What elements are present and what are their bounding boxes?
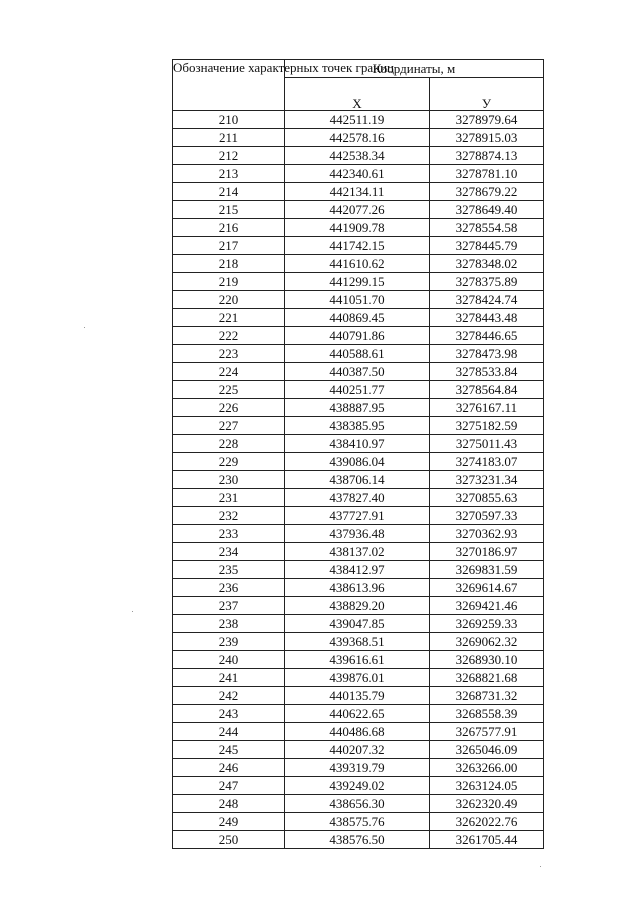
y-coordinate-cell: 3278979.64	[430, 111, 544, 129]
x-coordinate-cell: 440869.45	[285, 309, 430, 327]
table-row	[173, 597, 544, 615]
point-number-cell: 246	[173, 759, 285, 777]
point-number-cell: 240	[173, 651, 285, 669]
x-coordinate-cell: 439319.79	[285, 759, 430, 777]
table-row	[173, 687, 544, 705]
point-number-cell: 220	[173, 291, 285, 309]
table-row	[173, 705, 544, 723]
x-coordinate-cell: 438575.76	[285, 813, 430, 831]
x-coordinate-cell: 438576.50	[285, 831, 430, 849]
table-row	[173, 453, 544, 471]
table-row	[173, 795, 544, 813]
x-coordinate-cell: 441051.70	[285, 291, 430, 309]
x-coordinate-cell: 438410.97	[285, 435, 430, 453]
table-row	[173, 507, 544, 525]
y-coordinate-cell: 3278554.58	[430, 219, 544, 237]
x-coordinate-cell: 439249.02	[285, 777, 430, 795]
table-row	[173, 831, 544, 849]
y-coordinate-cell: 3278679.22	[430, 183, 544, 201]
x-column-header: X	[285, 78, 430, 111]
table-row	[173, 309, 544, 327]
x-coordinate-cell: 438613.96	[285, 579, 430, 597]
point-number-cell: 226	[173, 399, 285, 417]
point-number-cell: 212	[173, 147, 285, 165]
point-number-cell: 237	[173, 597, 285, 615]
table-row	[173, 165, 544, 183]
x-coordinate-cell: 441299.15	[285, 273, 430, 291]
table-row	[173, 651, 544, 669]
x-coordinate-cell: 440791.86	[285, 327, 430, 345]
scan-speck	[132, 611, 133, 612]
point-number-cell: 235	[173, 561, 285, 579]
y-coordinate-cell: 3269421.46	[430, 597, 544, 615]
y-coordinate-cell: 3275182.59	[430, 417, 544, 435]
point-number-cell: 243	[173, 705, 285, 723]
coordinates-header: Координаты, м	[285, 60, 544, 78]
x-coordinate-cell: 437827.40	[285, 489, 430, 507]
y-coordinate-cell: 3263124.05	[430, 777, 544, 795]
scan-speck	[84, 327, 85, 328]
y-coordinate-cell: 3270186.97	[430, 543, 544, 561]
y-coordinate-cell: 3278424.74	[430, 291, 544, 309]
table-row	[173, 579, 544, 597]
x-coordinate-cell: 439876.01	[285, 669, 430, 687]
x-coordinate-cell: 438385.95	[285, 417, 430, 435]
point-number-cell: 210	[173, 111, 285, 129]
point-number-cell: 218	[173, 255, 285, 273]
y-coordinate-cell: 3268731.32	[430, 687, 544, 705]
point-number-cell: 227	[173, 417, 285, 435]
y-coordinate-cell: 3269831.59	[430, 561, 544, 579]
point-number-cell: 225	[173, 381, 285, 399]
y-coordinate-cell: 3278473.98	[430, 345, 544, 363]
x-coordinate-cell: 438887.95	[285, 399, 430, 417]
y-coordinate-cell: 3262022.76	[430, 813, 544, 831]
x-coordinate-cell: 440486.68	[285, 723, 430, 741]
table-row	[173, 777, 544, 795]
y-coordinate-cell: 3268821.68	[430, 669, 544, 687]
table-row	[173, 291, 544, 309]
table-row	[173, 813, 544, 831]
table-row	[173, 489, 544, 507]
point-number-cell: 213	[173, 165, 285, 183]
x-coordinate-cell: 442538.34	[285, 147, 430, 165]
y-coordinate-cell: 3267577.91	[430, 723, 544, 741]
x-coordinate-cell: 440622.65	[285, 705, 430, 723]
x-coordinate-cell: 438706.14	[285, 471, 430, 489]
table-row	[173, 255, 544, 273]
table-body	[173, 111, 544, 849]
point-designation-header: Обозначение характерных точек границ	[173, 60, 285, 111]
x-coordinate-cell: 442077.26	[285, 201, 430, 219]
x-coordinate-cell: 437936.48	[285, 525, 430, 543]
point-number-cell: 222	[173, 327, 285, 345]
table-row	[173, 561, 544, 579]
y-coordinate-cell: 3270597.33	[430, 507, 544, 525]
x-coordinate-cell: 440387.50	[285, 363, 430, 381]
table-row	[173, 363, 544, 381]
x-coordinate-cell: 439086.04	[285, 453, 430, 471]
table-row	[173, 669, 544, 687]
table-row	[173, 417, 544, 435]
y-coordinate-cell: 3278915.03	[430, 129, 544, 147]
y-coordinate-cell: 3262320.49	[430, 795, 544, 813]
x-coordinate-cell: 441742.15	[285, 237, 430, 255]
point-number-cell: 216	[173, 219, 285, 237]
x-coordinate-cell: 438137.02	[285, 543, 430, 561]
point-number-cell: 223	[173, 345, 285, 363]
x-coordinate-cell: 438829.20	[285, 597, 430, 615]
coordinates-table	[172, 59, 544, 849]
table-row	[173, 633, 544, 651]
point-number-cell: 219	[173, 273, 285, 291]
table-row	[173, 219, 544, 237]
point-number-cell: 221	[173, 309, 285, 327]
table-row	[173, 471, 544, 489]
table-row	[173, 237, 544, 255]
x-coordinate-cell: 440207.32	[285, 741, 430, 759]
point-number-cell: 231	[173, 489, 285, 507]
point-number-cell: 224	[173, 363, 285, 381]
point-number-cell: 238	[173, 615, 285, 633]
x-coordinate-cell: 441610.62	[285, 255, 430, 273]
table-row	[173, 201, 544, 219]
y-coordinate-cell: 3278649.40	[430, 201, 544, 219]
table-row	[173, 183, 544, 201]
x-coordinate-cell: 439616.61	[285, 651, 430, 669]
point-number-cell: 248	[173, 795, 285, 813]
point-number-cell: 241	[173, 669, 285, 687]
table-header	[173, 60, 544, 111]
y-coordinate-cell: 3268558.39	[430, 705, 544, 723]
table-row	[173, 345, 544, 363]
x-coordinate-cell: 440135.79	[285, 687, 430, 705]
point-number-cell: 244	[173, 723, 285, 741]
table-row	[173, 615, 544, 633]
point-number-cell: 214	[173, 183, 285, 201]
point-number-cell: 229	[173, 453, 285, 471]
table-row	[173, 129, 544, 147]
y-coordinate-cell: 3263266.00	[430, 759, 544, 777]
x-coordinate-cell: 438656.30	[285, 795, 430, 813]
y-column-header: У	[430, 78, 544, 111]
x-coordinate-cell: 442578.16	[285, 129, 430, 147]
x-coordinate-cell: 440251.77	[285, 381, 430, 399]
table-row	[173, 525, 544, 543]
point-number-cell: 230	[173, 471, 285, 489]
point-number-cell: 239	[173, 633, 285, 651]
scan-speck	[540, 866, 541, 867]
x-coordinate-cell: 442134.11	[285, 183, 430, 201]
y-coordinate-cell: 3268930.10	[430, 651, 544, 669]
table-row	[173, 723, 544, 741]
y-coordinate-cell: 3278348.02	[430, 255, 544, 273]
x-coordinate-cell: 442511.19	[285, 111, 430, 129]
point-number-cell: 217	[173, 237, 285, 255]
x-coordinate-cell: 439368.51	[285, 633, 430, 651]
table-row	[173, 741, 544, 759]
y-coordinate-cell: 3270362.93	[430, 525, 544, 543]
point-number-cell: 211	[173, 129, 285, 147]
y-coordinate-cell: 3278375.89	[430, 273, 544, 291]
y-coordinate-cell: 3275011.43	[430, 435, 544, 453]
x-coordinate-cell: 437727.91	[285, 507, 430, 525]
y-coordinate-cell: 3278781.10	[430, 165, 544, 183]
table-row	[173, 399, 544, 417]
y-coordinate-cell: 3269062.32	[430, 633, 544, 651]
y-coordinate-cell: 3278874.13	[430, 147, 544, 165]
y-coordinate-cell: 3276167.11	[430, 399, 544, 417]
y-coordinate-cell: 3278446.65	[430, 327, 544, 345]
point-number-cell: 236	[173, 579, 285, 597]
y-coordinate-cell: 3273231.34	[430, 471, 544, 489]
x-coordinate-cell: 439047.85	[285, 615, 430, 633]
y-coordinate-cell: 3269259.33	[430, 615, 544, 633]
y-coordinate-cell: 3261705.44	[430, 831, 544, 849]
point-number-cell: 242	[173, 687, 285, 705]
point-number-cell: 250	[173, 831, 285, 849]
x-coordinate-cell: 438412.97	[285, 561, 430, 579]
y-coordinate-cell: 3269614.67	[430, 579, 544, 597]
table-row	[173, 435, 544, 453]
point-number-cell: 245	[173, 741, 285, 759]
x-coordinate-cell: 442340.61	[285, 165, 430, 183]
table-row	[173, 759, 544, 777]
y-coordinate-cell: 3278443.48	[430, 309, 544, 327]
point-number-cell: 228	[173, 435, 285, 453]
y-coordinate-cell: 3278564.84	[430, 381, 544, 399]
y-coordinate-cell: 3265046.09	[430, 741, 544, 759]
x-coordinate-cell: 441909.78	[285, 219, 430, 237]
point-number-cell: 215	[173, 201, 285, 219]
y-coordinate-cell: 3274183.07	[430, 453, 544, 471]
table-row	[173, 147, 544, 165]
point-number-cell: 234	[173, 543, 285, 561]
point-number-cell: 232	[173, 507, 285, 525]
table-row	[173, 543, 544, 561]
y-coordinate-cell: 3278445.79	[430, 237, 544, 255]
y-coordinate-cell: 3278533.84	[430, 363, 544, 381]
point-number-cell: 247	[173, 777, 285, 795]
point-number-cell: 233	[173, 525, 285, 543]
table-row	[173, 111, 544, 129]
x-coordinate-cell: 440588.61	[285, 345, 430, 363]
table-row	[173, 381, 544, 399]
point-number-cell: 249	[173, 813, 285, 831]
table-row	[173, 327, 544, 345]
table-row	[173, 273, 544, 291]
y-coordinate-cell: 3270855.63	[430, 489, 544, 507]
